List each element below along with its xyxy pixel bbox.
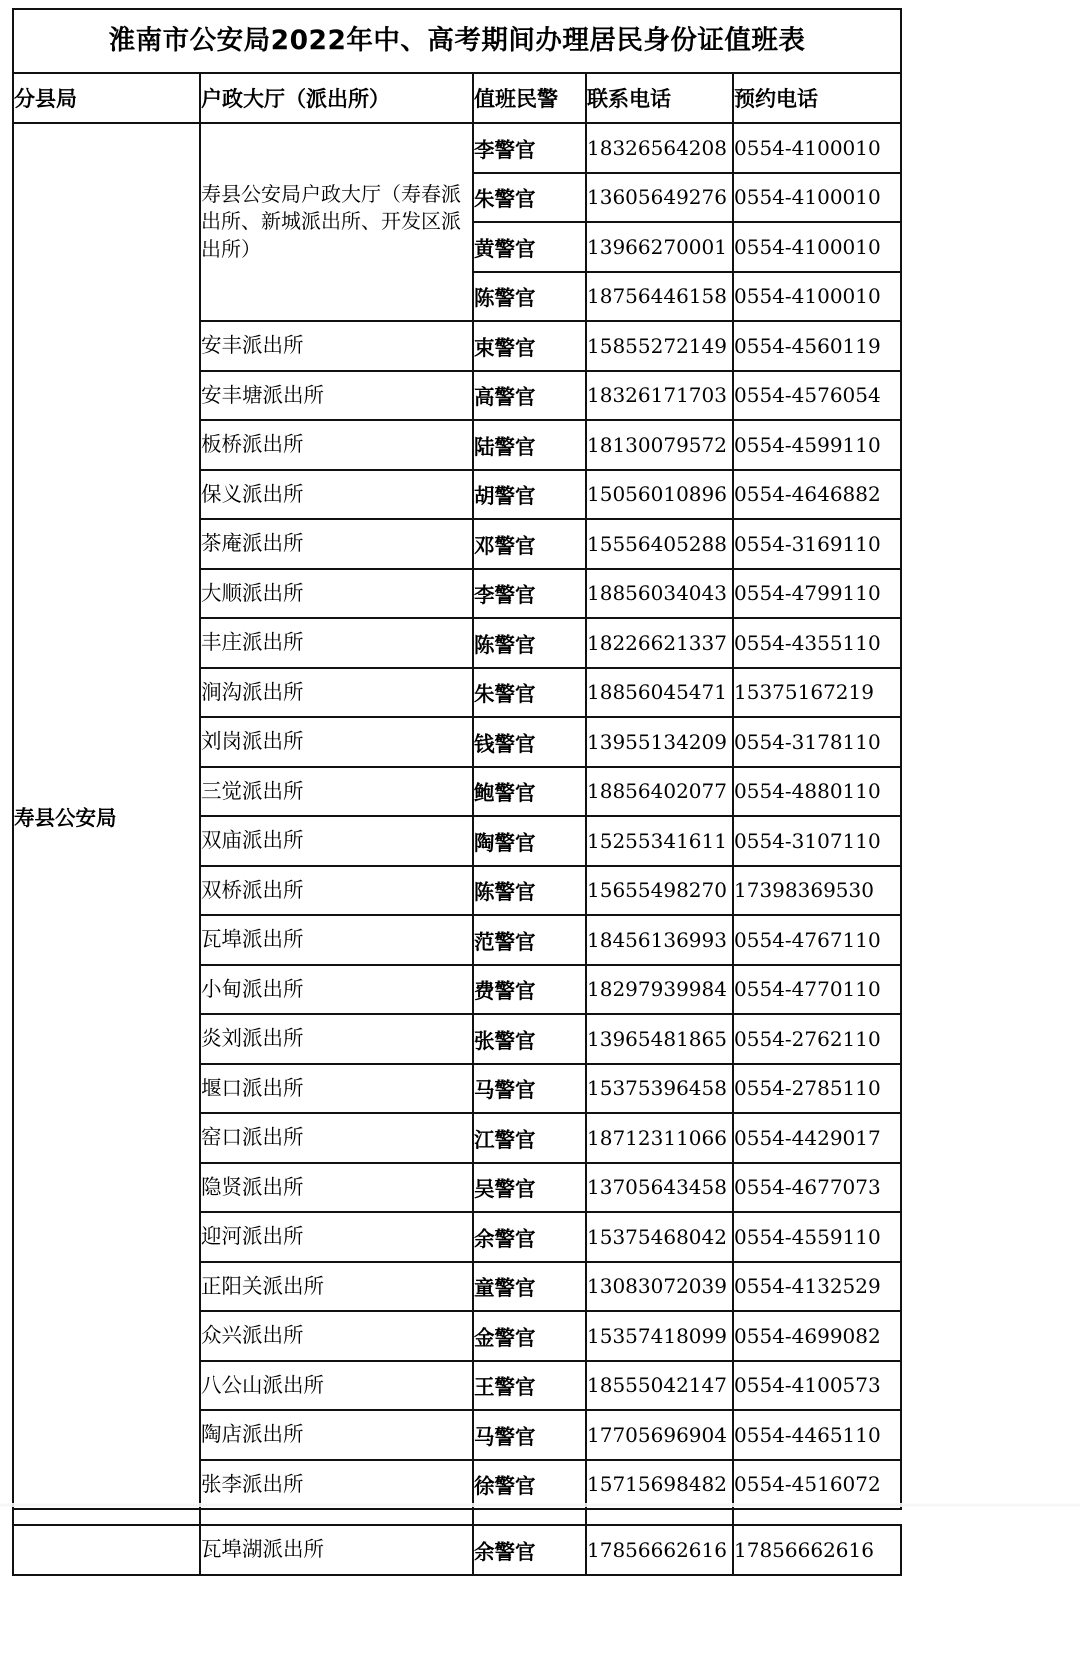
- contact-phone-cell: 13083072039: [586, 1262, 733, 1312]
- appointment-phone-cell: 0554-2762110: [733, 1014, 901, 1064]
- station-name-cell: 众兴派出所: [200, 1311, 473, 1361]
- duty-roster-table: [12, 8, 902, 1576]
- station-name-cell: 寿县公安局户政大厅（寿春派出所、新城派出所、开发区派出所）: [200, 123, 473, 321]
- duty-officer-cell: 马警官: [473, 1064, 586, 1114]
- duty-officer-cell: 邓警官: [473, 519, 586, 569]
- contact-phone-cell: 18756446158: [586, 272, 733, 322]
- table-seam-row: [13, 1509, 901, 1525]
- appointment-phone-cell: 0554-4355110: [733, 618, 901, 668]
- duty-officer-cell: 陈警官: [473, 866, 586, 916]
- contact-phone-cell: 15655498270: [586, 866, 733, 916]
- seam-cell: [586, 1509, 733, 1525]
- appointment-phone-cell: 0554-2785110: [733, 1064, 901, 1114]
- contact-phone-cell: 15715698482: [586, 1460, 733, 1510]
- appointment-phone-cell: 0554-4767110: [733, 915, 901, 965]
- contact-phone-cell: 18555042147: [586, 1361, 733, 1411]
- station-name-cell: 涧沟派出所: [200, 668, 473, 718]
- station-name-cell: 正阳关派出所: [200, 1262, 473, 1312]
- duty-officer-cell: 范警官: [473, 915, 586, 965]
- station-name-cell: 大顺派出所: [200, 569, 473, 619]
- station-name-cell: 刘岗派出所: [200, 717, 473, 767]
- station-name-cell: 迎河派出所: [200, 1212, 473, 1262]
- station-name-cell: 板桥派出所: [200, 420, 473, 470]
- appointment-phone-cell: 0554-3178110: [733, 717, 901, 767]
- duty-officer-cell: 江警官: [473, 1113, 586, 1163]
- contact-phone-cell: 17856662616: [586, 1525, 733, 1575]
- duty-officer-cell: 吴警官: [473, 1163, 586, 1213]
- station-name-cell: 丰庄派出所: [200, 618, 473, 668]
- column-header-contact: 联系电话: [586, 73, 733, 123]
- station-name-cell: 瓦埠派出所: [200, 915, 473, 965]
- column-header-hall: 户政大厅（派出所）: [200, 73, 473, 123]
- appointment-phone-cell: 0554-4677073: [733, 1163, 901, 1213]
- appointment-phone-cell: 0554-4646882: [733, 470, 901, 520]
- title-row: [13, 9, 901, 73]
- duty-officer-cell: 费警官: [473, 965, 586, 1015]
- appointment-phone-cell: 0554-3169110: [733, 519, 901, 569]
- column-header-branch: 分县局: [13, 73, 200, 123]
- station-name-cell: 堰口派出所: [200, 1064, 473, 1114]
- appointment-phone-cell: 0554-4100010: [733, 123, 901, 173]
- station-name-cell: 张李派出所: [200, 1460, 473, 1510]
- branch-bureau-cell: 寿县公安局: [13, 123, 200, 1509]
- duty-officer-cell: 束警官: [473, 321, 586, 371]
- contact-phone-cell: 15375468042: [586, 1212, 733, 1262]
- contact-phone-cell: 18297939984: [586, 965, 733, 1015]
- station-name-cell: 安丰派出所: [200, 321, 473, 371]
- contact-phone-cell: 18130079572: [586, 420, 733, 470]
- duty-officer-cell: 徐警官: [473, 1460, 586, 1510]
- appointment-phone-cell: 0554-4799110: [733, 569, 901, 619]
- duty-officer-cell: 余警官: [473, 1212, 586, 1262]
- appointment-phone-cell: 0554-4132529: [733, 1262, 901, 1312]
- duty-officer-cell: 陈警官: [473, 618, 586, 668]
- appointment-phone-cell: 0554-4770110: [733, 965, 901, 1015]
- header-row: [13, 73, 901, 123]
- station-name-cell: 窑口派出所: [200, 1113, 473, 1163]
- station-name-cell: 炎刘派出所: [200, 1014, 473, 1064]
- contact-phone-cell: 15255341611: [586, 816, 733, 866]
- duty-officer-cell: 黄警官: [473, 222, 586, 272]
- station-name-cell: 小甸派出所: [200, 965, 473, 1015]
- contact-phone-cell: 13965481865: [586, 1014, 733, 1064]
- duty-officer-cell: 王警官: [473, 1361, 586, 1411]
- duty-officer-cell: 余警官: [473, 1525, 586, 1575]
- contact-phone-cell: 13955134209: [586, 717, 733, 767]
- appointment-phone-cell: 0554-4100010: [733, 222, 901, 272]
- appointment-phone-cell: 0554-4880110: [733, 767, 901, 817]
- duty-roster-sheet: [12, 8, 900, 1576]
- station-name-cell: 双桥派出所: [200, 866, 473, 916]
- station-name-cell: 双庙派出所: [200, 816, 473, 866]
- appointment-phone-cell: 0554-4516072: [733, 1460, 901, 1510]
- duty-officer-cell: 李警官: [473, 123, 586, 173]
- seam-cell: [13, 1509, 200, 1525]
- contact-phone-cell: 13705643458: [586, 1163, 733, 1213]
- station-name-cell: 八公山派出所: [200, 1361, 473, 1411]
- column-header-officer: 值班民警: [473, 73, 586, 123]
- contact-phone-cell: 18856402077: [586, 767, 733, 817]
- appointment-phone-cell: 0554-4699082: [733, 1311, 901, 1361]
- contact-phone-cell: 18856034043: [586, 569, 733, 619]
- station-name-cell: 茶庵派出所: [200, 519, 473, 569]
- contact-phone-cell: 15855272149: [586, 321, 733, 371]
- contact-phone-cell: 18326171703: [586, 371, 733, 421]
- duty-officer-cell: 高警官: [473, 371, 586, 421]
- seam-cell: [200, 1509, 473, 1525]
- duty-officer-cell: 鲍警官: [473, 767, 586, 817]
- contact-phone-cell: 18456136993: [586, 915, 733, 965]
- appointment-phone-cell: 0554-4100573: [733, 1361, 901, 1411]
- duty-officer-cell: 李警官: [473, 569, 586, 619]
- contact-phone-cell: 17705696904: [586, 1410, 733, 1460]
- appointment-phone-cell: 0554-4100010: [733, 272, 901, 322]
- branch-bureau-cell-continued: [13, 1525, 200, 1575]
- appointment-phone-cell: 0554-4100010: [733, 173, 901, 223]
- duty-officer-cell: 钱警官: [473, 717, 586, 767]
- appointment-phone-cell: 17398369530: [733, 866, 901, 916]
- contact-phone-cell: 18226621337: [586, 618, 733, 668]
- station-name-cell: 瓦埠湖派出所: [200, 1525, 473, 1575]
- duty-officer-cell: 陈警官: [473, 272, 586, 322]
- contact-phone-cell: 18712311066: [586, 1113, 733, 1163]
- table-row[interactable]: [13, 123, 901, 173]
- appointment-phone-cell: 0554-4599110: [733, 420, 901, 470]
- appointment-phone-cell: 0554-4429017: [733, 1113, 901, 1163]
- station-name-cell: 安丰塘派出所: [200, 371, 473, 421]
- duty-officer-cell: 胡警官: [473, 470, 586, 520]
- appointment-phone-cell: 0554-3107110: [733, 816, 901, 866]
- seam-cell: [473, 1509, 586, 1525]
- appointment-phone-cell: 0554-4560119: [733, 321, 901, 371]
- duty-officer-cell: 金警官: [473, 1311, 586, 1361]
- station-name-cell: 三觉派出所: [200, 767, 473, 817]
- contact-phone-cell: 15056010896: [586, 470, 733, 520]
- station-name-cell: 保义派出所: [200, 470, 473, 520]
- appointment-phone-cell: 0554-4559110: [733, 1212, 901, 1262]
- station-name-cell: 隐贤派出所: [200, 1163, 473, 1213]
- page-title: 淮南市公安局2022年中、高考期间办理居民身份证值班表: [13, 9, 901, 73]
- appointment-phone-cell: 15375167219: [733, 668, 901, 718]
- station-name-cell: 陶店派出所: [200, 1410, 473, 1460]
- duty-officer-cell: 朱警官: [473, 668, 586, 718]
- column-header-appt: 预约电话: [733, 73, 901, 123]
- appointment-phone-cell: 17856662616: [733, 1525, 901, 1575]
- contact-phone-cell: 18326564208: [586, 123, 733, 173]
- contact-phone-cell: 15375396458: [586, 1064, 733, 1114]
- contact-phone-cell: 15556405288: [586, 519, 733, 569]
- appointment-phone-cell: 0554-4576054: [733, 371, 901, 421]
- duty-officer-cell: 张警官: [473, 1014, 586, 1064]
- contact-phone-cell: 15357418099: [586, 1311, 733, 1361]
- duty-officer-cell: 陶警官: [473, 816, 586, 866]
- appointment-phone-cell: 0554-4465110: [733, 1410, 901, 1460]
- duty-officer-cell: 朱警官: [473, 173, 586, 223]
- contact-phone-cell: 13966270001: [586, 222, 733, 272]
- duty-officer-cell: 马警官: [473, 1410, 586, 1460]
- duty-officer-cell: 童警官: [473, 1262, 586, 1312]
- table-row[interactable]: [13, 1525, 901, 1575]
- duty-officer-cell: 陆警官: [473, 420, 586, 470]
- contact-phone-cell: 13605649276: [586, 173, 733, 223]
- contact-phone-cell: 18856045471: [586, 668, 733, 718]
